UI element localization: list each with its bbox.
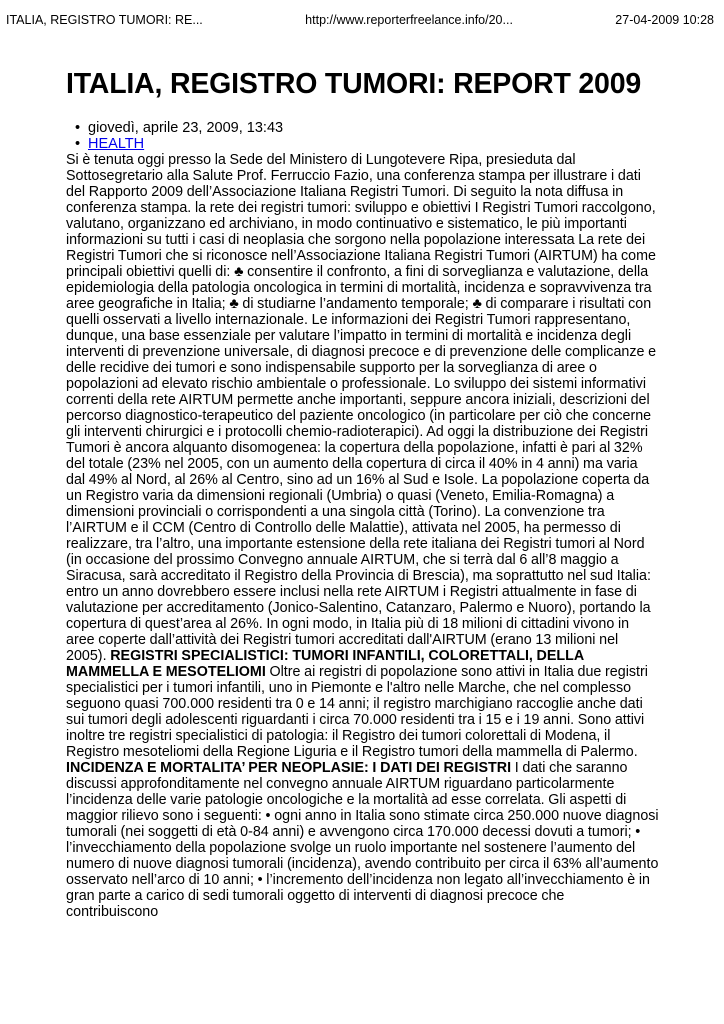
paragraph-intro: Si è tenuta oggi presso la Sede del Ministero di Lungotevere Ripa, presieduta dal Sottosegretario alla Salute Prof. Ferruccio Fazio, una conferenza stampa per illustrare i dati del Rapporto 2009 dell’Associazione Italiana Registri Tumori. Di seguito la nota diffusa in conferenza stampa. la rete dei registri tumori: sviluppo e obiettivi I Registri Tumori raccolgono, valutano, organizzano ed archiviano, in modo continuativo e sistematico, le più importanti informazioni su tutti i casi di neoplasia che sorgono nella popolazione interessata La rete dei Registri Tumori che si riconosce nell’Associazione Italiana Registri Tumori (AIRTUM) ha come principali obiettivi quelli di: ♣ consentire il confronto, a fini di sorveglianza e valutazione, della epidemiologia della patologia oncologica in termini di mortalità, incidenza e sopravvivenza tra aree geografiche in Italia; ♣ di studiarne l’andamento temporale; ♣ di comparare i risultati con quelli osservati a livello internazionale. Le informazioni dei Registri Tumori rappresentano, dunque, una base essenziale per valutare l’impatto in termini di mortalità e incidenza degli interventi di prevenzione universale, di diagnosi precoce e di prevenzione delle complicanze e delle recidive dei tumori e sono indispensabile supporto per la sorveglianza di aree o popolazioni ad elevato rischio ambientale o professionale. Lo sviluppo dei sistemi informativi correnti della rete AIRTUM permette anche importanti, seppure ancora iniziali, descrizioni del percorso diagnostico-terapeutico del paziente oncologico (in particolare per ciò che concerne gli interventi chirurgici e i protocolli chemio-radioterapici). Ad oggi la distribuzione dei Registri Tumori è ancora alquanto disomogenea: la copertura della popolazione, infatti è pari al 32% del totale (23% nel 2005, con un aumento della copertura di circa il 40% in 4 anni) ma varia dal 49% al Nord, al 26% al Centro, sino ad un 16% al Sud e Isole. La popolazione coperta da un Registro varia da dimensioni regionali (Umbria) o quasi (Veneto, Emilia-Romagna) a dimensioni provinciali o corrispondenti a una singola città (Torino). La convenzione tra l’AIRTUM e il CCM (Centro di Controllo delle Malattie), attivata nel 2005, ha permesso di realizzare, tra l’altro, una importante estensione della rete italiana dei Registri tumori al Nord (in occasione del prossimo Convegno annuale AIRTUM, che si terrà dal 6 all’8 maggio a Siracusa, sarà accreditato il Registro della Provincia di Brescia), ma soprattutto nel sud Italia: entro un anno dovrebbero essere inclusi nella rete AIRTUM i Registri attualmente in fase di valutazione per accreditamento (Jonico-Salentino, Catanzaro, Palermo e Nuoro), portando la copertura di quest’area al 26%. In ogni modo, in Italia più di 18 milioni di cittadini vivono in aree coperte dall’attività dei Registri tumori accreditati dall'AIRTUM (erano 13 milioni nel 2005). bbox=[66, 152, 657, 664]
print-header-datetime: 27-04-2009 10:28 bbox=[615, 13, 714, 27]
section-heading-registri-specialistici: REGISTRI SPECIALISTICI: TUMORI INFANTILI, COLORETTALI, DELLA MAMMELLA E MESOTELIOMI bbox=[66, 648, 584, 680]
article-date: • giovedì, aprile 23, 2009, 13:43 bbox=[88, 120, 660, 136]
article-body bbox=[66, 152, 660, 920]
print-header bbox=[6, 12, 714, 28]
article-title: ITALIA, REGISTRO TUMORI: REPORT 2009 bbox=[66, 68, 641, 100]
paragraph-registri-specialistici: Oltre ai registri di popolazione sono attivi in Italia due registri specialistici per i tumori infantili, uno in Piemonte e l'altro nelle Marche, che nel complesso seguono quasi 700.000 residenti tra 0 e 14 anni; il registro marchigiano raccoglie anche dati sui tumori degli adolescenti riguardanti i circa 70.000 residenti tra i 15 e i 19 anni. Sono attivi inoltre tre registri specialistici di patologia: il Registro dei tumori colorettali di Modena, il Registro mesoteliomi della Regione Liguria e il Registro tumori della mammella di Palermo. bbox=[66, 664, 648, 760]
print-header-title: ITALIA, REGISTRO TUMORI: RE... bbox=[6, 13, 203, 27]
section-heading-incidenza-mortalita: INCIDENZA E MORTALITA’ PER NEOPLASIE: I DATI DEI REGISTRI bbox=[66, 760, 512, 776]
article-meta bbox=[66, 120, 660, 152]
article-category-item bbox=[88, 136, 660, 152]
paragraph-incidenza-mortalita: I dati che saranno discussi approfonditamente nel convegno annuale AIRTUM riguardano particolarmente l’incidenza delle varie patologie oncologiche e la mortalità ad esse correlata. Gli aspetti di maggior rilievo sono i seguenti: • ogni anno in Italia sono stimate circa 250.000 nuove diagnosi tumorali (nei soggetti di età 0-84 anni) e avvengono circa 170.000 decessi dovuti a tumori; • l’invecchiamento della popolazione svolge un ruolo importante nel sostenere l’aumento del numero di nuove diagnosi tumorali (incidenza), avendo contribuito per circa il 63% all’aumento osservato nell’arco di 10 anni; • l’incremento dell’incidenza non legato all’invecchiamento è in gran parte a carico di sedi tumorali oggetto di interventi di diagnosi precoce che contribuiscono bbox=[66, 760, 659, 920]
article bbox=[66, 68, 660, 920]
print-header-url: http://www.reporterfreelance.info/20... bbox=[305, 13, 513, 27]
category-link[interactable]: HEALTH bbox=[88, 136, 145, 152]
